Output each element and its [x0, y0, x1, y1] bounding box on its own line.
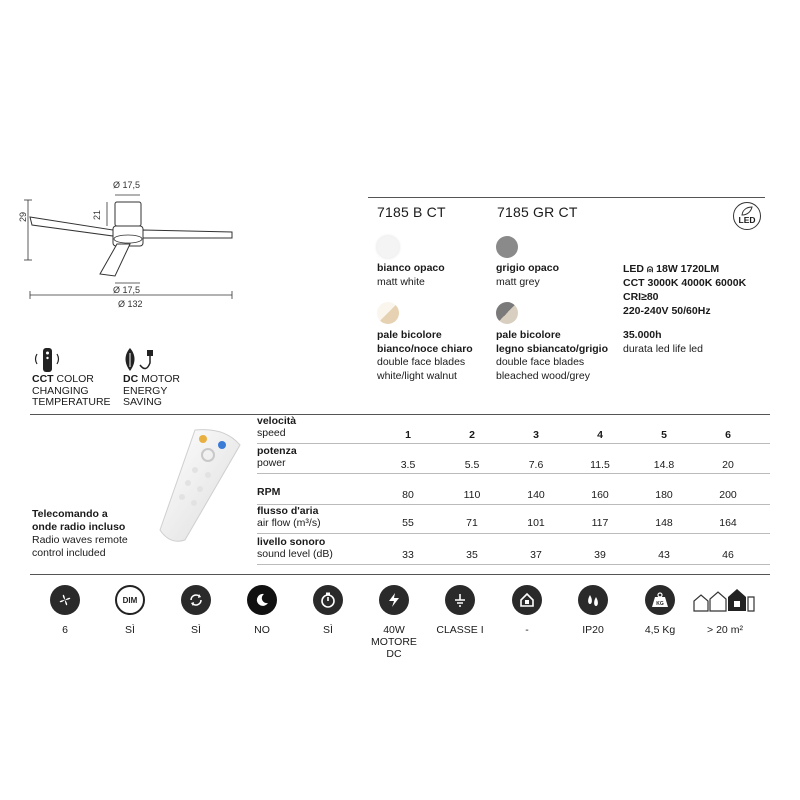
life-label: durata led life led [623, 343, 703, 355]
finish-en-label: matt grey [496, 275, 540, 288]
table-cell: 11.5 [590, 459, 610, 471]
feature-icon-label-line: CLASSE I [436, 624, 484, 636]
table-cell: 3 [533, 429, 539, 441]
life-value: 35.000h [623, 329, 662, 341]
remote-description [32, 508, 128, 560]
header-divider [368, 197, 765, 198]
svg-text:KG: KG [656, 601, 664, 607]
feature-icon-label [690, 624, 760, 636]
table-cell: 110 [463, 489, 481, 501]
table-cell: 148 [655, 517, 673, 529]
table-cell: 71 [466, 517, 478, 529]
feature-icon-label-line: 6 [62, 624, 68, 636]
finish-it-label-2: bianco/noce chiaro [377, 342, 473, 355]
indoor-icon [512, 585, 542, 615]
swatch-wood-grey [496, 302, 518, 324]
swatch-matt-white [377, 236, 399, 258]
table-cell: 35 [466, 549, 478, 561]
ip-rating-icon [578, 585, 608, 615]
led-badge-icon [733, 202, 761, 230]
remote-it-line-1: Telecomando a [32, 508, 108, 520]
table-row-divider [257, 443, 770, 444]
table-cell: 200 [719, 489, 737, 501]
feature-icon-label-line: SÌ [323, 624, 333, 636]
weight-icon [645, 585, 675, 615]
remote-it-line-2: onde radio incluso [32, 521, 126, 533]
feature-icon-label [558, 624, 628, 636]
row-label-it: velocità [257, 415, 297, 427]
feature-icon-label-line: 4,5 Kg [644, 624, 676, 636]
table-cell: 33 [402, 549, 414, 561]
finish-matt-white [377, 262, 445, 289]
table-row-divider [257, 564, 770, 565]
table-cell: 2 [469, 429, 475, 441]
feature-icon-label [95, 624, 165, 636]
spec-line-cri: CRI≥80 [623, 291, 659, 303]
night-mode-icon [247, 585, 277, 615]
row-label-en: speed [257, 426, 286, 439]
finish-en-label: double face blades [377, 356, 466, 368]
led-badge-label: LED [738, 214, 756, 225]
dc-label-3: SAVING [123, 396, 162, 408]
table-cell: 39 [594, 549, 606, 561]
feature-icon-label [293, 624, 363, 636]
table-row-label [257, 446, 297, 469]
dim-icon: DIM [115, 585, 145, 615]
table-cell: 4 [597, 429, 603, 441]
row-label-en: air flow (m³/s) [257, 516, 321, 529]
fan-diagram [18, 180, 248, 310]
reverse-icon [181, 585, 211, 615]
dc-label-1: MOTOR [141, 373, 180, 385]
table-cell: 55 [402, 517, 414, 529]
fan-speed-icon [50, 585, 80, 615]
table-cell: 5.5 [464, 459, 480, 471]
table-cell: 5 [661, 429, 667, 441]
table-row-label [257, 416, 296, 439]
feature-icon-label-line: 40W [383, 624, 405, 636]
swatch-matt-grey [496, 236, 518, 258]
feature-icon-label-line: > 20 m² [707, 624, 743, 636]
led-specs [623, 262, 746, 318]
feature-icon-label [359, 624, 429, 660]
table-cell: 20 [722, 459, 734, 471]
spec-line-cct: CCT 3000K 4000K 6000K [623, 277, 747, 289]
finish-it-label: bianco opaco [377, 262, 445, 274]
feature-icon-label [425, 624, 495, 636]
feature-icon-label [30, 624, 100, 636]
feature-icon-label [625, 624, 695, 636]
icons-top-divider [30, 574, 770, 575]
table-row-label [257, 537, 333, 560]
feature-icon-label-line: SÌ [125, 624, 135, 636]
row-label-it: RPM [257, 486, 281, 498]
table-cell: 140 [527, 489, 545, 501]
finish-wood-grey [496, 329, 608, 383]
finish-en-label: matt white [377, 275, 425, 288]
table-row-divider [257, 533, 770, 534]
body-height-label: 21 [92, 209, 102, 220]
feature-icon-label-line: SÌ [191, 624, 201, 636]
spec-line-power: LED ⍝ 18W 1720LM [623, 263, 720, 275]
table-cell: 80 [402, 489, 414, 501]
total-height-label: 29 [18, 211, 28, 222]
table-row-divider [257, 473, 770, 474]
dc-feature [123, 374, 180, 409]
leaf-icon [741, 206, 753, 216]
row-label-en: power [257, 456, 286, 469]
finish-en-label-2: white/light walnut [377, 369, 457, 382]
model-code-grey: 7185 GR CT [497, 204, 578, 220]
cct-label-2: CHANGING [32, 384, 89, 397]
timer-icon [313, 585, 343, 615]
table-cell: 6 [725, 429, 731, 441]
table-row-label [257, 487, 280, 499]
table-cell: 164 [719, 517, 737, 529]
feature-icon-label-line: NO [254, 624, 270, 636]
finish-it-label: grigio opaco [496, 262, 559, 274]
row-label-it: flusso d'aria [257, 505, 319, 517]
feature-icon-label [227, 624, 297, 636]
model-code-white: 7185 B CT [377, 204, 446, 220]
finish-white-walnut [377, 329, 473, 383]
cct-bold-label: CCT [32, 373, 54, 385]
diameter-bottom-label: Ø 17,5 [113, 285, 141, 295]
dc-bold-label: DC [123, 373, 139, 385]
table-cell: 7.6 [528, 459, 544, 471]
table-cell: 1 [405, 429, 411, 441]
table-row-divider [257, 504, 770, 505]
feature-icon-label-line: IP20 [582, 624, 604, 636]
ground-class-icon [445, 585, 475, 615]
feature-icon-label-line: DC [386, 648, 402, 660]
cct-label-1: COLOR [56, 373, 94, 385]
swatch-white-walnut [377, 302, 399, 324]
finish-it-label: pale bicolore [496, 329, 561, 341]
diameter-width-label: Ø 132 [118, 299, 143, 309]
room-size-icon [692, 587, 758, 618]
feature-icon-label [492, 624, 562, 636]
remote-en-line-1: Radio waves remote [32, 534, 128, 546]
table-cell: 43 [658, 549, 670, 561]
remote-control-image [150, 425, 250, 545]
led-life [623, 328, 703, 356]
finish-en-label-2: bleached wood/grey [496, 369, 590, 382]
feature-icon-label-line: - [525, 624, 529, 636]
table-cell: 37 [530, 549, 542, 561]
cct-remote-icon [32, 345, 62, 375]
dc-label-2: ENERGY [123, 384, 168, 397]
dc-motor-icon [122, 345, 156, 375]
table-cell: 101 [527, 517, 545, 529]
table-cell: 3.5 [400, 459, 416, 471]
feature-icon-label-line: MOTORE [371, 636, 417, 648]
finish-en-label: double face blades [496, 356, 585, 368]
table-cell: 180 [655, 489, 673, 501]
table-top-divider [30, 414, 770, 415]
finish-it-label-2: legno sbiancato/grigio [496, 342, 609, 355]
table-cell: 117 [591, 517, 609, 529]
finish-it-label: pale bicolore [377, 329, 442, 341]
motor-power-icon [379, 585, 409, 615]
cct-feature [32, 374, 111, 409]
spec-line-voltage: 220-240V 50/60Hz [623, 305, 711, 317]
row-label-it: livello sonoro [257, 536, 326, 548]
row-label-it: potenza [257, 445, 297, 457]
feature-icon-label [161, 624, 231, 636]
table-cell: 160 [591, 489, 609, 501]
remote-en-line-2: control included [32, 547, 106, 559]
diameter-top-label: Ø 17,5 [113, 180, 141, 190]
row-label-en: sound level (dB) [257, 547, 333, 560]
cct-label-3: TEMPERATURE [32, 396, 111, 408]
table-row-label [257, 506, 321, 529]
finish-matt-grey [496, 262, 559, 289]
table-cell: 14.8 [653, 459, 675, 471]
table-cell: 46 [722, 549, 734, 561]
